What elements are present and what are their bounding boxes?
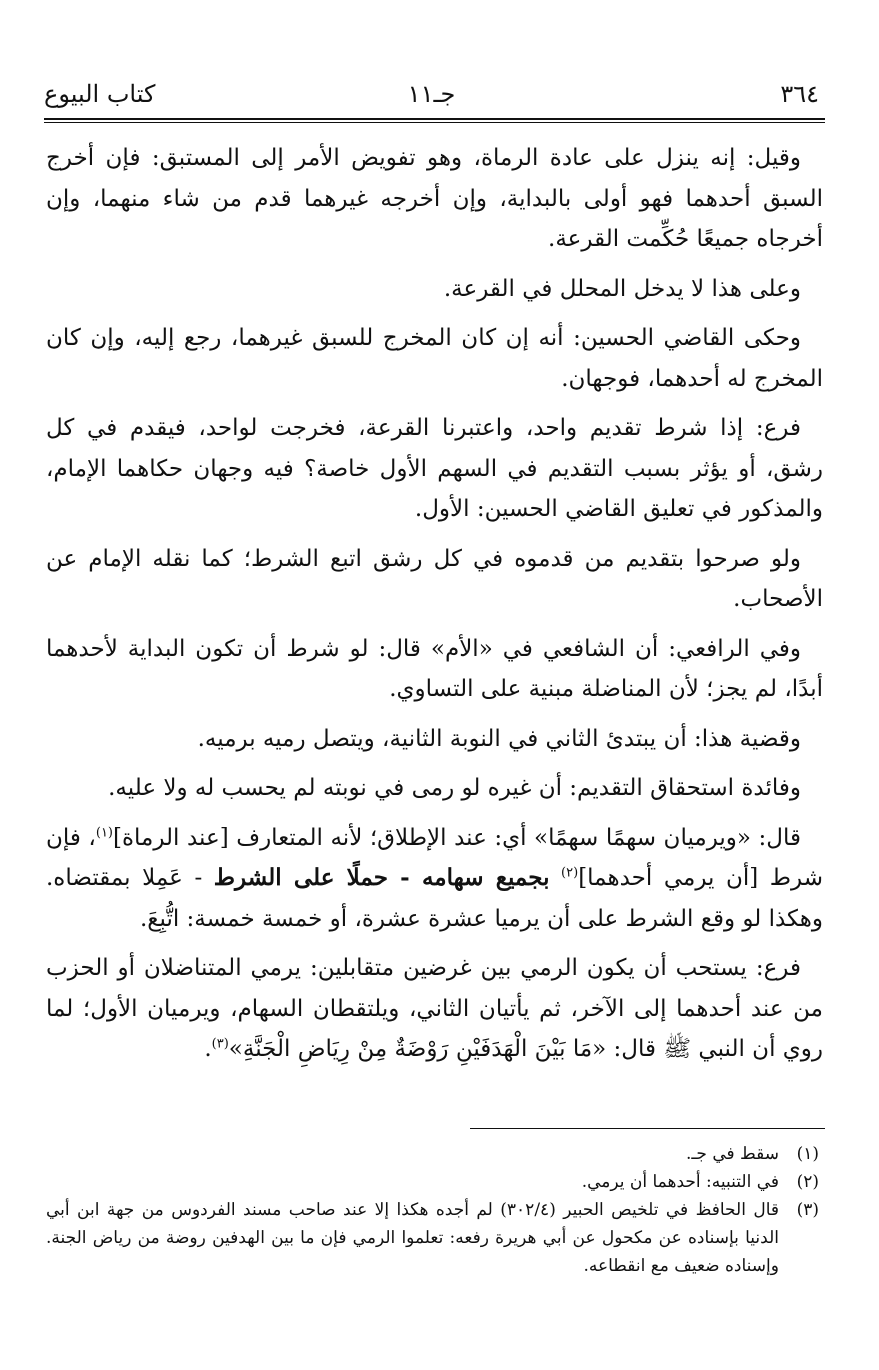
- footnote-ref-2: (٢): [561, 865, 579, 881]
- book-title: كتاب البيوع: [44, 80, 156, 108]
- header-rule-thin: [44, 122, 825, 123]
- footnote: [46, 1140, 821, 1168]
- paragraph: وقيل: إنه ينزل على عادة الرماة، وهو تفويض الأمر إلى المستبق: فإن أخرج السبق أحدهما فهو أولى بالبداية، وإن أخرجه غيرهما قدم من شاء منهما، وإن أخرجاه جميعًا حُكِّمت القرعة.: [46, 145, 823, 252]
- footnote-number: (٣): [796, 1200, 819, 1220]
- text-span: فرع: يستحب أن يكون الرمي بين غرضين متقابلين: يرمي المتناضلان أو الحزب من عند أحدهما إلى الآخر، ثم يأتيان الثاني، ويلتقطان السهام، ويرميان الأول؛ لما روي أن النبي ﷺ قال: «مَا بَيْنَ الْهَدَفَيْنِ رَوْضَةٌ مِنْ رِيَاضِ الْجَنَّةِ»: [46, 955, 823, 1062]
- paragraph: ولو صرحوا بتقديم من قدموه في كل رشق اتبع الشرط؛ كما نقله الإمام عن الأصحاب.: [46, 545, 823, 612]
- paragraph: وقضية هذا: أن يبتدئ الثاني في النوبة الثانية، ويتصل رميه برميه.: [197, 725, 801, 752]
- paragraph-last: [46, 948, 823, 1070]
- footnote-ref-3: (٣): [211, 1036, 229, 1052]
- footnotes: [46, 1140, 821, 1280]
- paragraph: وفائدة استحقاق التقديم: أن غيره لو رمى في نوبته لم يحسب له ولا عليه.: [108, 775, 801, 801]
- footnote: [46, 1168, 821, 1196]
- paragraph: وفي الرافعي: أن الشافعي في «الأم» قال: لو شرط أن تكون البداية لأحدهما أبدًا، لم يجز؛ لأن المناضلة مبنية على التساوي.: [46, 635, 823, 702]
- footnote-text: سقط في جـ.: [686, 1144, 779, 1164]
- paragraph-qala: [46, 818, 823, 940]
- text-span: .: [204, 1036, 212, 1062]
- footnote-ref-1: (١): [95, 824, 113, 840]
- page-number: ٣٦٤: [780, 80, 819, 108]
- footnote-number: (٢): [796, 1172, 819, 1192]
- footnote-number: (١): [796, 1144, 819, 1164]
- running-header: [44, 74, 819, 114]
- text-span: - عَمِلا بمقتضاه. وهكذا لو وقع الشرط على أن يرميا عشرة عشرة، أو خمسة خمسة: اتُّبِعَ.: [46, 865, 823, 932]
- main-text: [46, 138, 823, 1079]
- paragraph: فرع: إذا شرط تقديم واحد، واعتبرنا القرعة، فخرجت لواحد، فيقدم في كل رشق، أو يؤثر بسبب التقديم في السهم الأول خاصة؟ فيه وجهان حكاهما الإمام، والمذكور في تعليق القاضي الحسين: الأول.: [46, 415, 823, 522]
- matn-bold-text: بجميع سهامه - حملًا على الشرط: [213, 864, 550, 891]
- footnote-separator: [470, 1128, 825, 1129]
- volume-label: جـ١١: [407, 80, 456, 108]
- paragraph: وعلى هذا لا يدخل المحلل في القرعة.: [443, 275, 801, 302]
- footnote-text: في التنبيه: أحدهما أن يرمي.: [581, 1172, 779, 1192]
- footnote: [46, 1196, 821, 1280]
- footnote-text: قال الحافظ في تلخيص الحبير (٣٠٢/٤) لم أجده هكذا إلا عند صاحب مسند الفردوس من جهة ابن أبي الدنيا بإسناده عن مكحول عن أبي هريرة رفعه: تعلموا الرمي فإن ما بين الهدفين روضة من رياض الجنة. وإسناده ضعيف مع انقطاعه.: [46, 1200, 779, 1276]
- text-span: قال: «ويرميان سهمًا سهمًا» أي: عند الإطلاق؛ لأنه المتعارف [عند الرماة]: [113, 824, 801, 851]
- paragraph: وحكى القاضي الحسين: أنه إن كان المخرج للسبق غيرهما، رجع إليه، وإن كان المخرج له أحدهما، فوجهان.: [46, 325, 823, 392]
- header-rule-thick: [44, 118, 825, 120]
- text-span: ، فإن شرط [أن يرمي أحدهما]: [46, 824, 824, 891]
